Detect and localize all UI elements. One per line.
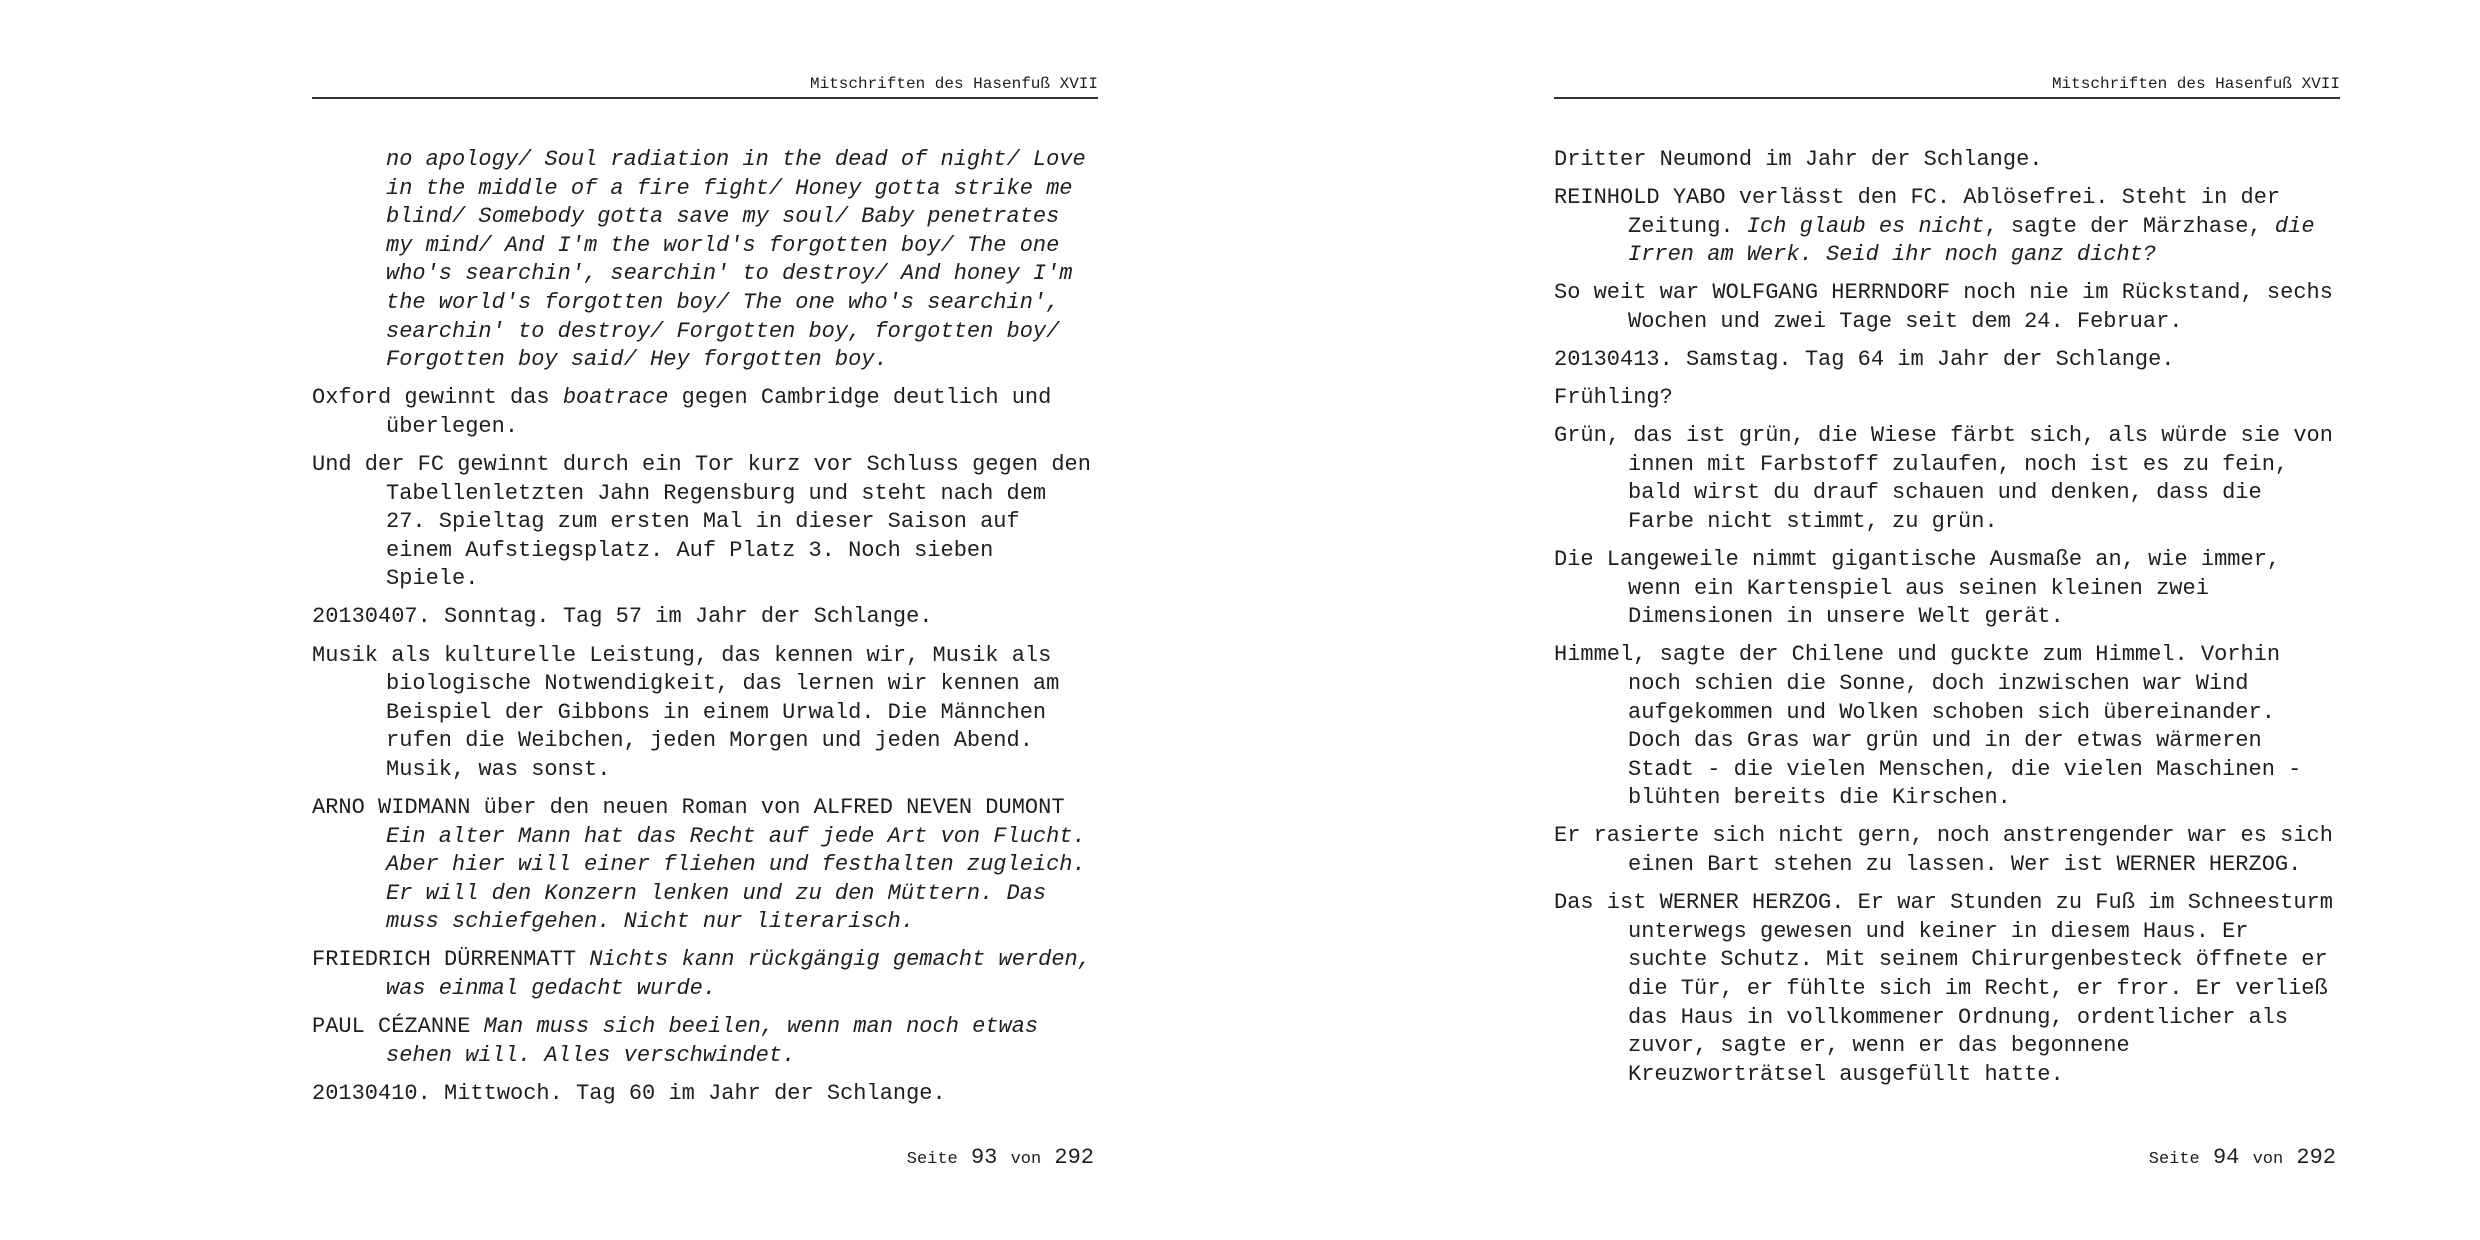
running-head: Mitschriften des Hasenfuß XVII — [312, 74, 1098, 99]
paragraph — [312, 384, 1098, 441]
right-page — [1554, 0, 2340, 1240]
page-number — [907, 1144, 1094, 1174]
page-total: 292 — [2296, 1145, 2336, 1170]
text-run: Frühling? — [1554, 385, 1673, 411]
page-separator: von — [2252, 1150, 2284, 1169]
italic-text: die Irren am Werk. Seid ihr noch ganz dicht? — [1628, 213, 2315, 268]
paragraph — [312, 451, 1098, 594]
paragraph — [1554, 546, 2340, 632]
paragraph — [312, 1013, 1098, 1070]
italic-text: Man muss sich beeilen, wenn man noch etwas sehen will. Alles verschwindet. — [386, 1014, 1039, 1068]
text-run: REINHOLD YABO verlässt den FC. Ablösefrei. Steht in der Zeitung. — [1554, 185, 2281, 239]
page-current: 93 — [970, 1145, 998, 1170]
text-run: FRIEDRICH DÜRRENMATT — [312, 947, 590, 973]
italic-text: boatrace — [562, 385, 669, 411]
text-run: Oxford gewinnt das — [312, 385, 563, 411]
page-label: Seite — [906, 1150, 958, 1169]
paragraph — [1554, 279, 2340, 336]
text-run: , sagte der Märzhase, — [1984, 213, 2275, 239]
page-number — [2149, 1144, 2336, 1174]
text-run: ARNO WIDMANN über den neuen Roman von ALFRED NEVEN DUMONT — [312, 794, 1065, 820]
text-run: 20130410. Mittwoch. Tag 60 im Jahr der Schlange. — [312, 1080, 946, 1106]
page-body — [312, 146, 1098, 1118]
text-run: 20130413. Samstag. Tag 64 im Jahr der Schlange. — [1554, 347, 2175, 373]
italic-text: no apology/ Soul radiation in the dead of night/ Love in the middle of a fire fight/ Honey gotta strike me blind/ Somebody gotta save my soul/ Baby penetrates my mind/ And I'm the world's forgotten boy/ The one who's searchin', searchin' to destroy/ And honey I'm the world's forgotten boy/ The one who's searchin', searchin' to destroy/ Forgotten boy, forgotten boy/ Forgotten boy said/ Hey forgotten boy. — [386, 147, 1086, 373]
italic-text: Ein alter Mann hat das Recht auf jede Art von Flucht. Aber hier will einer fliehen und festhalten zugleich. Er will den Konzern lenken und zu den Müttern. Das muss schiefgehen. Nicht nur literarisch. — [386, 823, 1086, 935]
text-run: Das ist WERNER HERZOG. Er war Stunden zu Fuß im Schneesturm unterwegs gewesen und keiner in diesem Haus. Er suchte Schutz. Mit seinem Chirurgenbesteck öffnete er die Tür, er fühlte sich im Recht, er fror. Er verließ das Haus in vollkommener Ordnung, ordentlicher als zuvor, sagte er, wenn er das begonnene Kreuzworträtsel ausgefüllt hatte. — [1554, 890, 2333, 1087]
page-current: 94 — [2212, 1145, 2240, 1170]
text-run: Himmel, sagte der Chilene und guckte zum Himmel. Vorhin noch schien die Sonne, doch inzwischen war Wind aufgekommen und Wolken schoben sich übereinander. Doch das Gras war grün und in der etwas wärmeren Stadt - die vielen Menschen, die vielen Maschinen - blühten bereits die Kirschen. — [1554, 642, 2302, 811]
italic-text: Ich glaub es nicht — [1746, 213, 1985, 239]
paragraph — [1554, 822, 2340, 879]
text-run: Grün, das ist grün, die Wiese färbt sich, als würde sie von innen mit Farbstoff zulaufen, noch ist es zu fein, bald wirst du drauf schauen und denken, dass die Farbe nicht stimmt, zu grün. — [1554, 423, 2333, 535]
left-page — [312, 0, 1098, 1240]
page-body — [1554, 146, 2340, 1099]
paragraph — [1554, 889, 2340, 1089]
paragraph — [1554, 422, 2340, 536]
running-head: Mitschriften des Hasenfuß XVII — [1554, 74, 2340, 99]
text-run: Er rasierte sich nicht gern, noch anstrengender war es sich einen Bart stehen zu lassen. Wer ist WERNER HERZOG. — [1554, 823, 2333, 878]
paragraph — [1554, 384, 2340, 413]
italic-text: Nichts kann rückgängig gemacht werden, was einmal gedacht wurde. — [386, 947, 1091, 1002]
text-run: Und der FC gewinnt durch ein Tor kurz vor Schluss gegen den Tabellenletzten Jahn Regensburg und steht nach dem 27. Spieltag zum ersten Mal in dieser Saison auf einem Aufstiegsplatz. Auf Platz 3. Noch sieben Spiele. — [312, 451, 1091, 592]
text-run: PAUL CÉZANNE — [312, 1014, 484, 1040]
paragraph — [312, 794, 1098, 937]
text-run: gegen Cambridge deutlich und überlegen. — [386, 385, 1052, 439]
paragraph — [1554, 146, 2340, 175]
page-separator: von — [1010, 1150, 1042, 1169]
paragraph — [312, 946, 1098, 1003]
paragraph — [1554, 346, 2340, 375]
text-run: Dritter Neumond im Jahr der Schlange. — [1554, 147, 2043, 172]
text-run: Die Langeweile nimmt gigantische Ausmaße an, wie immer, wenn ein Kartenspiel aus seinen kleinen zwei Dimensionen in unsere Welt gerät. — [1554, 547, 2281, 630]
paragraph — [312, 603, 1098, 632]
paragraph — [312, 1080, 1098, 1109]
paragraph — [1554, 641, 2340, 813]
text-run: Musik als kulturelle Leistung, das kennen wir, Musik als biologische Notwendigkeit, das lernen wir kennen am Beispiel der Gibbons in einem Urwald. Die Männchen rufen die Weibchen, jeden Morgen und jeden Abend. Musik, was sonst. — [312, 642, 1060, 782]
text-run: 20130407. Sonntag. Tag 57 im Jahr der Schlange. — [312, 604, 933, 630]
lyrics-quote — [312, 146, 1098, 375]
paragraph — [312, 642, 1098, 785]
text-run: So weit war WOLFGANG HERRNDORF noch nie im Rückstand, sechs Wochen und zwei Tage seit dem 24. Februar. — [1554, 280, 2333, 334]
paragraph — [1554, 184, 2340, 270]
page-label: Seite — [2148, 1150, 2200, 1169]
page-total: 292 — [1054, 1145, 1094, 1170]
